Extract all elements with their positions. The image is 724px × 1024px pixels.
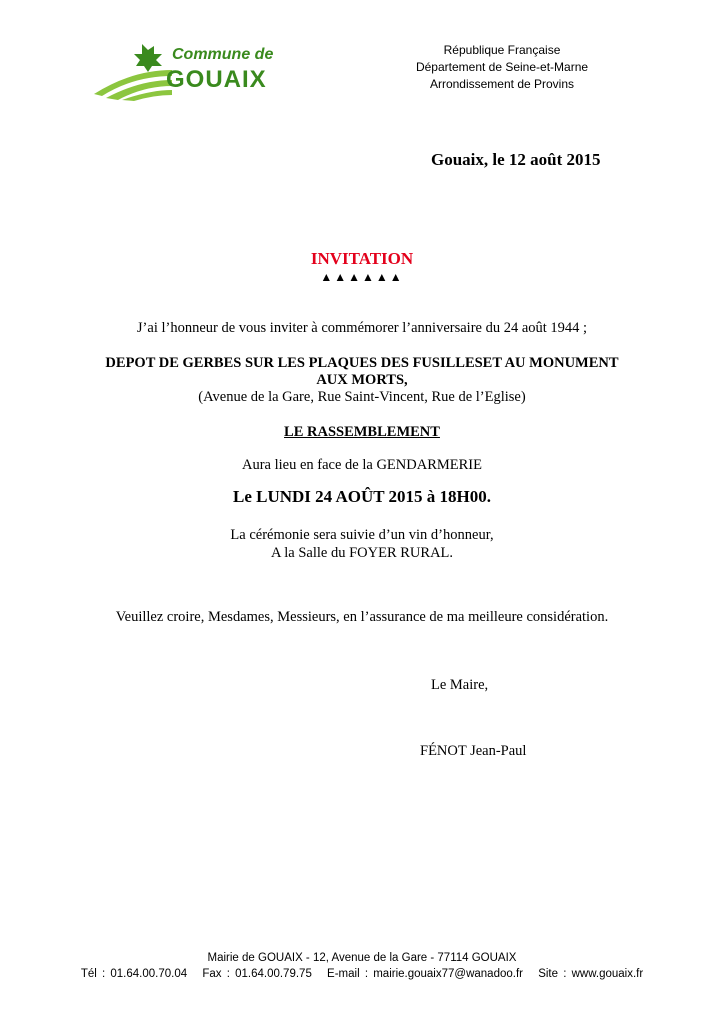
depot-line-2: AUX MORTS,	[316, 372, 408, 388]
arrondissement-line: Arrondissement de Provins	[429, 77, 575, 91]
streets-text: (Avenue de la Gare, Rue Saint-Vincent, Rue de l’Eglise)	[198, 389, 526, 405]
footer-address: Mairie de GOUAIX - 12, Avenue de la Gare - 77114 GOUAIX	[207, 952, 517, 964]
footer-contacts	[0, 966, 724, 982]
footer-tel: Tél : 01.64.00.70.04	[80, 968, 188, 980]
logo-line1: Commune de	[172, 46, 274, 63]
invitation-title: INVITATION	[310, 249, 414, 268]
logo-line2: GOUAIX	[166, 66, 267, 93]
footer	[0, 950, 724, 982]
intro-text: J’ai l’honneur de vous inviter à commémorer l’anniversaire du 24 août 1944 ;	[136, 320, 588, 336]
signature-name: FÉNOT Jean-Paul	[420, 743, 527, 759]
footer-site: Site : www.gouaix.fr	[538, 968, 644, 980]
footer-fax: Fax : 01.64.00.79.75	[202, 968, 312, 980]
closing-text: Veuillez croire, Mesdames, Messieurs, en l’assurance de ma meilleure considération.	[115, 609, 609, 625]
rassemblement-heading: LE RASSEMBLEMENT	[284, 424, 440, 440]
footer-email: E-mail : mairie.gouaix77@wanadoo.fr	[327, 968, 523, 980]
decorative-stars: ▲▲▲▲▲▲	[320, 270, 404, 284]
location-text: Aura lieu en face de la GENDARMERIE	[242, 457, 482, 473]
depot-line-1: DEPOT DE GERBES SUR LES PLAQUES DES FUSILLESET AU MONUMENT	[105, 355, 619, 371]
ceremony-line-1: La cérémonie sera suivie d’un vin d’honneur,	[230, 527, 494, 543]
republic-line: République Française	[443, 43, 561, 57]
commune-logo	[92, 40, 282, 102]
depot-heading	[0, 355, 724, 389]
letter-date: Gouaix, le 12 août 2015	[431, 150, 601, 169]
signature-role: Le Maire,	[431, 677, 489, 693]
event-datetime: Le LUNDI 24 AOÛT 2015 à 18H00.	[232, 487, 491, 506]
department-line: Département de Seine-et-Marne	[415, 60, 589, 74]
ceremony-line-2: A la Salle du FOYER RURAL.	[270, 545, 454, 561]
ceremony-text	[0, 526, 724, 562]
administrative-header	[382, 42, 622, 93]
